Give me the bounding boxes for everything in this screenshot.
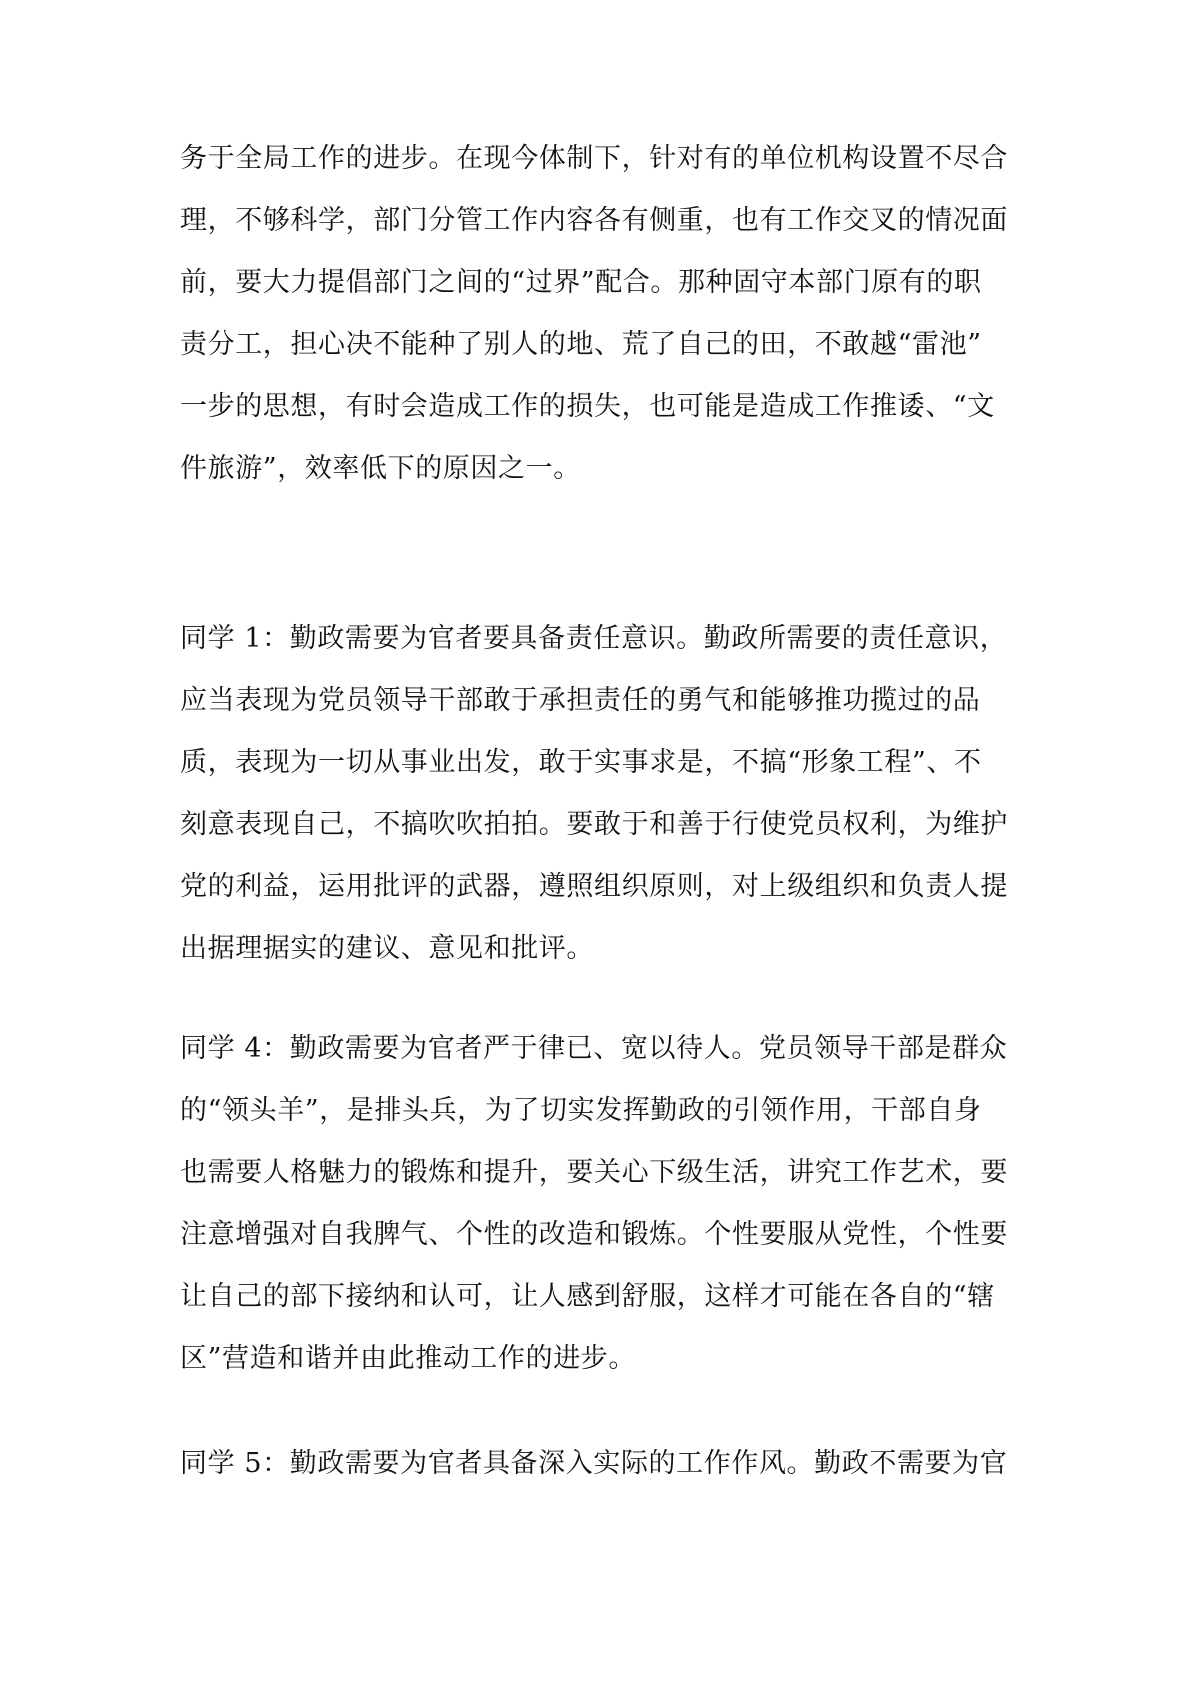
paragraph-4: [180, 1433, 1020, 1495]
text-line: 区”营造和谐并由此推动工作的进步。: [180, 1343, 637, 1374]
text-line: 也需要人格魅力的锻炼和提升，要关心下级生活，讲究工作艺术，要: [180, 1157, 1008, 1188]
text-line: 出据理据实的建议、意见和批评。: [180, 933, 594, 964]
text-line: 质，表现为一切从事业出发，敢于实事求是，不搞“形象工程”、不: [180, 747, 982, 778]
paragraph-3: [180, 1018, 1020, 1390]
text-line: 务于全局工作的进步。在现今体制下，针对有的单位机构设置不尽合: [180, 143, 1008, 174]
text-line: 同学 5：勤政需要为官者具备深入实际的工作作风。勤政不需要为官: [180, 1448, 1008, 1479]
text-line: 同学 4：勤政需要为官者严于律已、宽以待人。党员领导干部是群众: [180, 1033, 1008, 1064]
text-line: 注意增强对自我脾气、个性的改造和锻炼。个性要服从党性，个性要: [180, 1219, 1008, 1250]
text-line: 党的利益，运用批评的武器，遵照组织原则，对上级组织和负责人提: [180, 871, 1008, 902]
paragraph-1: [180, 128, 1020, 500]
paragraph-2: [180, 608, 1020, 980]
text-line: 的“领头羊”，是排头兵，为了切实发挥勤政的引领作用，干部自身: [180, 1095, 982, 1126]
text-line: 件旅游”，效率低下的原因之一。: [180, 453, 581, 484]
text-line: 前，要大力提倡部门之间的“过界”配合。那种固守本部门原有的职: [180, 267, 982, 298]
text-line: 同学 1：勤政需要为官者要具备责任意识。勤政所需要的责任意识，: [180, 623, 1008, 654]
text-line: 应当表现为党员领导干部敢于承担责任的勇气和能够推功揽过的品: [180, 685, 981, 716]
text-line: 让自己的部下接纳和认可，让人感到舒服，这样才可能在各自的“辖: [180, 1281, 995, 1312]
text-line: 理，不够科学，部门分管工作内容各有侧重，也有工作交叉的情况面: [180, 205, 1008, 236]
text-line: 一步的思想，有时会造成工作的损失，也可能是造成工作推诿、“文: [180, 391, 995, 422]
text-line: 责分工，担心决不能种了别人的地、荒了自己的田，不敢越“雷池”: [180, 329, 982, 360]
text-line: 刻意表现自己，不搞吹吹拍拍。要敢于和善于行使党员权利，为维护: [180, 809, 1008, 840]
